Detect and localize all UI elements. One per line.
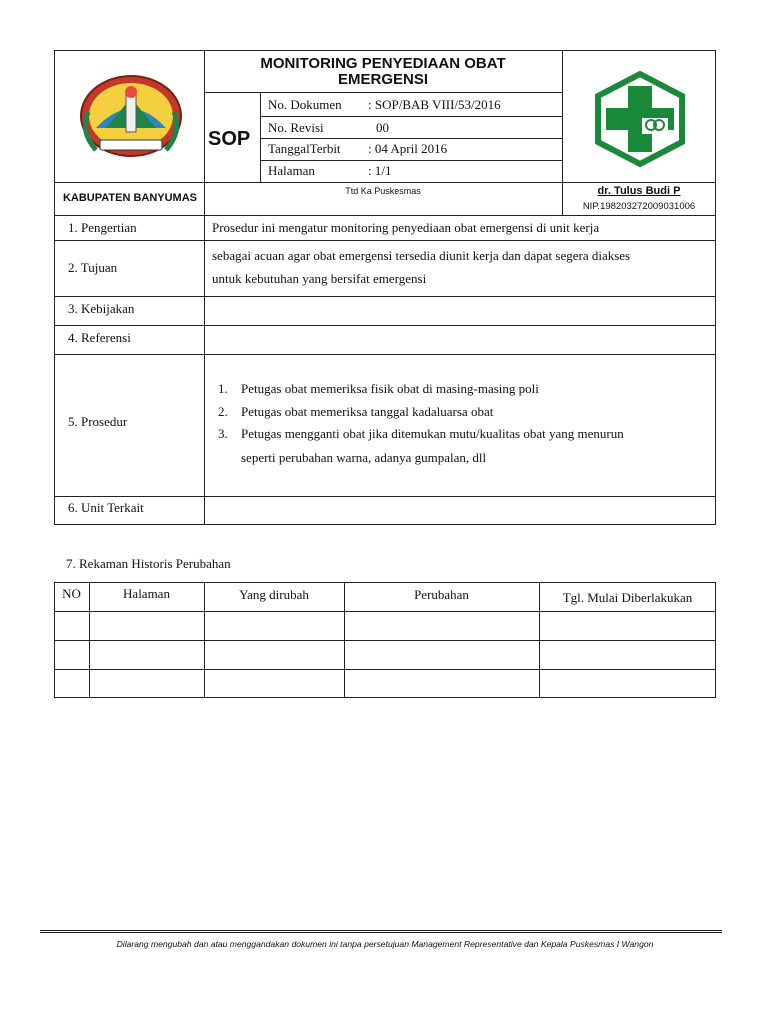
divider: [260, 92, 261, 182]
divider: [54, 496, 716, 497]
banyumas-emblem: [76, 72, 186, 164]
meta-row-issue-date: [262, 138, 562, 160]
meta-row-document-number: [262, 94, 562, 116]
sop-label: SOP: [208, 128, 251, 150]
procedure-step: Petugas obat memeriksa fisik obat di masing-masing poli: [241, 381, 539, 396]
procedure-step: Petugas mengganti obat jika ditemukan mutu/kualitas obat yang menurun: [241, 426, 624, 441]
divider: [54, 611, 716, 612]
meta-value: : 04 April 2016: [368, 141, 448, 156]
document-title: MONITORING PENYEDIAAN OBAT EMERGENSI: [260, 55, 506, 88]
history-header-perubahan: Perubahan: [414, 587, 469, 602]
meta-row-page: [262, 160, 562, 182]
divider: [204, 92, 562, 93]
meta-row-revision: [262, 117, 562, 139]
meta-value: : 1/1: [368, 163, 392, 178]
history-header-yang-dirubah: Yang dirubah: [239, 587, 309, 602]
divider: [54, 296, 716, 297]
divider: [54, 325, 716, 326]
signer-nip: NIP.198203272009031006: [582, 201, 696, 212]
procedure-step: Petugas obat memeriksa tanggal kadaluarsa obat: [241, 404, 494, 419]
signature-title: Ttd Ka Puskesmas: [345, 186, 421, 196]
procedure-step-number: 1.: [218, 381, 228, 396]
puskesmas-logo: [592, 70, 688, 168]
divider: [204, 216, 205, 525]
section-label-tujuan: 2. Tujuan: [68, 260, 118, 275]
footer-rule: [40, 930, 722, 933]
divider: [54, 640, 716, 641]
section-text-pengertian: Prosedur ini mengatur monitoring penyediaan obat emergensi di unit kerja: [212, 220, 600, 235]
procedure-step-number: 2.: [218, 404, 228, 419]
section-label-kebijakan: 3. Kebijakan: [68, 301, 135, 316]
section-label-pengertian: 1. Pengertian: [68, 220, 137, 235]
section-text-tujuan-line2: untuk kebutuhan yang bersifat emergensi: [212, 271, 427, 286]
footer-disclaimer: Dilarang mengubah dan atau menggandakan dokumen ini tanpa persetujuan Management Representative dan Kepala Puskesmas I Wangon: [116, 939, 654, 949]
history-header-halaman: Halaman: [123, 586, 170, 601]
section-label-prosedur: 5. Prosedur: [68, 414, 128, 429]
divider: [54, 669, 716, 670]
divider: [54, 240, 716, 241]
history-header-no: NO: [62, 586, 81, 601]
divider: [54, 354, 716, 355]
meta-value: 00: [376, 120, 389, 135]
signer-name: dr. Tulus Budi P: [597, 185, 681, 197]
history-title: 7. Rekaman Historis Perubahan: [66, 556, 231, 571]
procedure-step-continuation: seperti perubahan warna, adanya gumpalan, dll: [241, 450, 487, 465]
meta-label: Halaman: [268, 163, 315, 178]
meta-label: No. Revisi: [268, 120, 324, 135]
divider: [54, 182, 716, 183]
region-name: KABUPATEN BANYUMAS: [62, 192, 198, 204]
section-label-unit-terkait: 6. Unit Terkait: [68, 500, 144, 515]
procedure-step-number: 3.: [218, 426, 228, 441]
meta-value: : SOP/BAB VIII/53/2016: [368, 97, 501, 112]
section-label-referensi: 4. Referensi: [68, 330, 131, 345]
history-header-tgl-mulai: Tgl. Mulai Diberlakukan: [562, 590, 693, 605]
section-text-tujuan-line1: sebagai acuan agar obat emergensi tersedia diunit kerja dan dapat segera diakses: [212, 248, 631, 263]
meta-label: TanggalTerbit: [268, 141, 341, 156]
meta-label: No. Dokumen: [268, 97, 342, 112]
